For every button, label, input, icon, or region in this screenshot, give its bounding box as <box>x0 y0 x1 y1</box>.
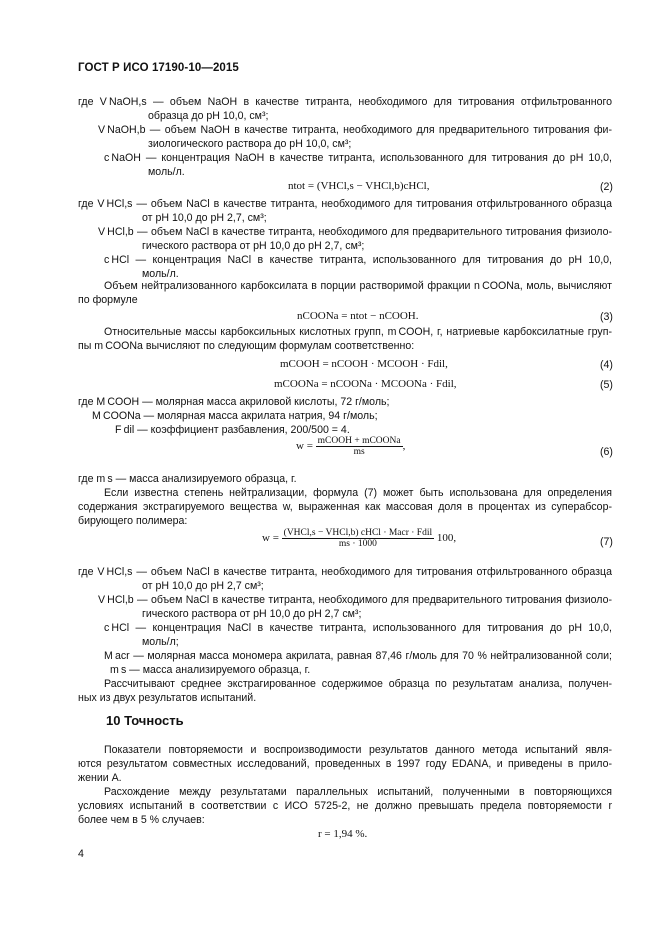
page-number: 4 <box>78 848 84 860</box>
para5-line1: Показатели повторяемости и воспроизводимости результатов данного метода испытаний явля- <box>104 744 612 756</box>
def5-line2: от pH 10,0 до pH 2,7 см³; <box>142 580 264 592</box>
eq6-denominator: ms <box>353 447 365 457</box>
para2-line2: пы m COONa вычисляют по следующим формулам соответственно: <box>78 340 415 352</box>
equation-4: mCOOH = nCOOH · MCOOH · Fdil, <box>280 358 448 370</box>
def5-line8: m s — масса анализируемого образца, г. <box>110 664 311 676</box>
eq6-numerator: mCOOH + mCOONa <box>317 436 401 446</box>
para6-line1: Расхождение между результатами параллельных испытаний, полученными в повторяющихся <box>104 786 612 798</box>
eq7-numerator: (VHCl,s − VHCl,b) cHCl · Macr · Fdil <box>283 528 433 538</box>
equation-4-number: (4) <box>600 359 613 371</box>
equation-2-number: (2) <box>600 181 613 193</box>
def2-line6: моль/л. <box>142 268 179 280</box>
def1-line2: образца до pH 10,0, см³; <box>148 110 269 122</box>
def5-line1: где V HCl,s — объем NaCl в качестве титранта, необходимого для титрования отфильтрованного образца <box>78 566 612 578</box>
def4: где m s — масса анализируемого образца, г. <box>78 473 297 485</box>
def1-line1: где V NaOH,s — объем NaOH в качестве титранта, необходимого для титрования отфильтрованного <box>78 96 612 108</box>
equation-3-number: (3) <box>600 311 613 323</box>
section-heading: 10 Точность <box>106 713 184 728</box>
equation-8: r = 1,94 %. <box>318 828 368 840</box>
def2-line1: где V HCl,s — объем NaCl в качестве титранта, необходимого для титрования отфильтрованного образца <box>78 198 612 210</box>
para1-line1: Объем нейтрализованного карбоксилата в порции растворимой фракции n COONa, моль, вычисляют <box>104 280 612 292</box>
para3-line2: содержания экстрагируемого вещества w, выраженная как массовая доля в процентах из суперабсор- <box>78 501 612 513</box>
equation-3: nCOONa = ntot − nCOOH. <box>297 310 419 322</box>
def2-line2: от pH 10,0 до pH 2,7, см³; <box>142 212 267 224</box>
eq7-denominator: ms · 1000 <box>338 539 377 549</box>
para3-line1: Если известна степень нейтрализации, формула (7) может быть использована для определения <box>104 487 612 499</box>
equation-6-number: (6) <box>600 446 613 458</box>
para5-line3: жении А. <box>78 772 122 784</box>
para2-line1: Относительные массы карбоксильных кислотных групп, m COOH, г, натриевые карбоксилатные груп- <box>104 326 612 338</box>
def2-line3: V HCl,b — объем NaCl в качестве титранта, необходимого для предварительного титрования физиоло- <box>98 226 612 238</box>
def5-line7: M acr — молярная масса мономера акрилата, равная 87,46 г/моль для 70 % нейтрализованной соли; <box>104 650 612 662</box>
equation-5: mCOONa = nCOONa · MCOONa · Fdil, <box>274 378 457 390</box>
page-header: ГОСТ Р ИСО 17190-10—2015 <box>78 62 239 74</box>
def1-line3: V NaOH,b — объем NaOH в качестве титранта, необходимого для предварительного титрования фи- <box>98 124 612 136</box>
equation-5-number: (5) <box>600 379 613 391</box>
equation-7: w = $\frac{\text{(VHCl,s − VHCl,b) cHCl · Macr · Fdil}}{ms \cdot 1000}$ 100, <box>262 528 457 549</box>
def2-line4: гического раствора от pH 10,0 до pH 2,7, см³; <box>142 240 365 252</box>
def3-line3: F dil — коэффициент разбавления, 200/500 = 4. <box>115 424 350 436</box>
para4-line2: ных из двух результатов испытаний. <box>78 692 257 704</box>
para3-line3: бирующего полимера: <box>78 515 188 527</box>
para1-line2: по формуле <box>78 294 138 306</box>
equation-7-number: (7) <box>600 536 613 548</box>
def1-line4: зиологического раствора до pH 10,0, см³; <box>148 138 352 150</box>
equation-6: w = $\frac{\text{mCOOH + mCOONa}}{ms}$ , <box>296 436 406 457</box>
para5-line2: ются результатом совместных исследований, проведенных в 1997 году EDANA, и приведены в прило- <box>78 758 612 770</box>
def5-line5: c HCl — концентрация NaCl в качестве титранта, использованного для титрования до pH 10,0, <box>104 622 612 634</box>
def3-line1: где M COOH — молярная масса акриловой кислоты, 72 г/моль; <box>78 396 390 408</box>
para6-line2: условиях испытаний в соответствии с ИСО 5725-2, не должно превышать предела повторяемости r <box>78 800 612 812</box>
para6-line3: более чем в 5 % случаев: <box>78 814 205 826</box>
def2-line5: c HCl — концентрация NaCl в качестве титранта, использованного для титрования до pH 10,0, <box>104 254 612 266</box>
def5-line6: моль/л; <box>142 636 179 648</box>
def5-line3: V HCl,b — объем NaCl в качестве титранта, необходимого для предварительного титрования физиоло- <box>98 594 612 606</box>
para4-line1: Рассчитывают среднее экстрагированное содержимое образца по результатам анализа, получен- <box>104 678 612 690</box>
def3-line2: M COONa — молярная масса акрилата натрия, 94 г/моль; <box>92 410 378 422</box>
def1-line6: моль/л. <box>148 166 185 178</box>
equation-2: ntot = (VHCl,s − VHCl,b)cHCl, <box>288 180 430 192</box>
def1-line5: c NaOH — концентрация NaOH в качестве титранта, использованного для титрования до pH 10,0, <box>104 152 612 164</box>
def5-line4: гического раствора от pH 10,0 до pH 2,7 см³; <box>142 608 362 620</box>
